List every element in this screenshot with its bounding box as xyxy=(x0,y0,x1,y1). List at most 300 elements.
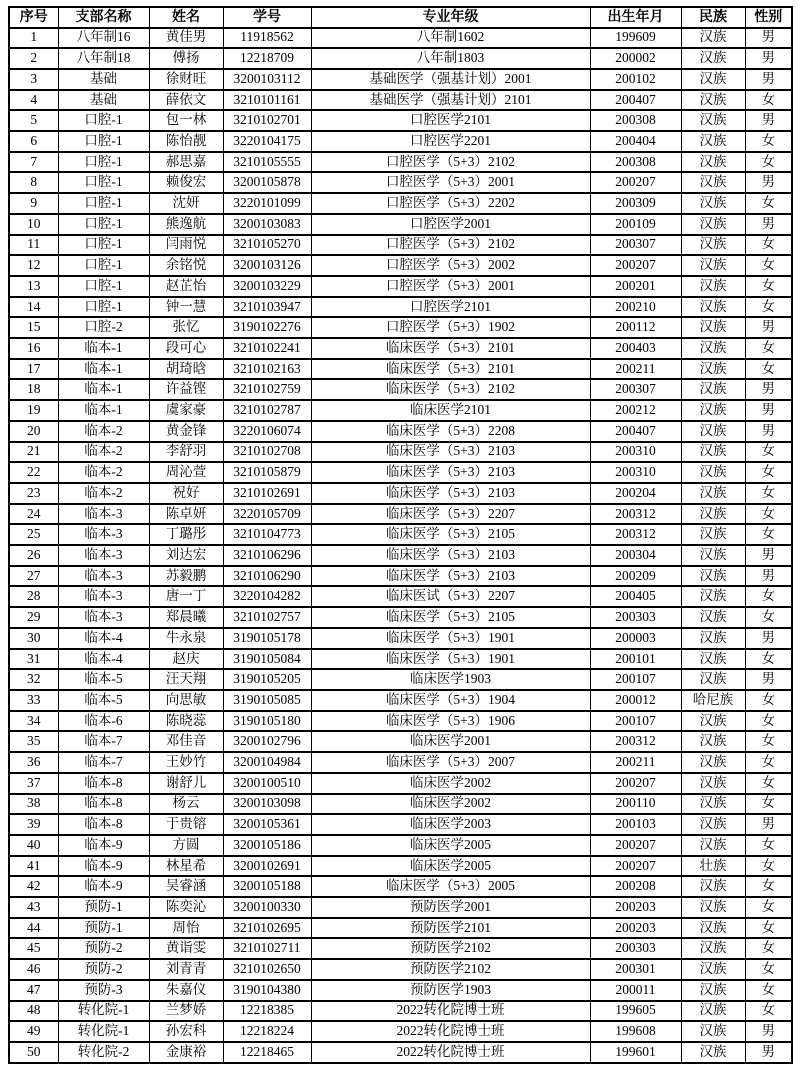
cell-index: 39 xyxy=(9,814,58,835)
cell-major-grade: 2022转化院博士班 xyxy=(311,1042,590,1063)
cell-birth-date: 200002 xyxy=(590,48,681,69)
cell-ethnicity: 汉族 xyxy=(681,711,745,732)
cell-index: 24 xyxy=(9,504,58,525)
table-row xyxy=(9,876,792,897)
cell-birth-date: 200208 xyxy=(590,876,681,897)
cell-gender: 女 xyxy=(745,980,792,1001)
cell-ethnicity: 汉族 xyxy=(681,938,745,959)
cell-gender: 女 xyxy=(745,90,792,111)
table-row xyxy=(9,400,792,421)
cell-ethnicity: 汉族 xyxy=(681,483,745,504)
cell-student-id: 3200105361 xyxy=(223,814,311,835)
cell-student-id: 3200104984 xyxy=(223,752,311,773)
cell-index: 20 xyxy=(9,421,58,442)
cell-name: 于贵镕 xyxy=(149,814,223,835)
cell-student-id: 3200103098 xyxy=(223,794,311,815)
table-row xyxy=(9,90,792,111)
cell-name: 兰梦娇 xyxy=(149,1001,223,1022)
cell-index: 30 xyxy=(9,628,58,649)
cell-major-grade: 临床医学（5+3）2102 xyxy=(311,379,590,400)
cell-birth-date: 200304 xyxy=(590,545,681,566)
cell-major-grade: 临床医学（5+3）2005 xyxy=(311,876,590,897)
cell-ethnicity: 汉族 xyxy=(681,400,745,421)
table-row xyxy=(9,669,792,690)
cell-major-grade: 基础医学（强基计划）2101 xyxy=(311,90,590,111)
cell-index: 15 xyxy=(9,317,58,338)
cell-gender: 女 xyxy=(745,856,792,877)
cell-ethnicity: 汉族 xyxy=(681,379,745,400)
cell-gender: 男 xyxy=(745,1021,792,1042)
cell-ethnicity: 汉族 xyxy=(681,876,745,897)
cell-index: 9 xyxy=(9,193,58,214)
cell-student-id: 3210105270 xyxy=(223,235,311,256)
cell-name: 周沁萱 xyxy=(149,462,223,483)
cell-name: 郝思嘉 xyxy=(149,152,223,173)
cell-branch: 口腔-1 xyxy=(58,172,149,193)
cell-birth-date: 200211 xyxy=(590,359,681,380)
table-row xyxy=(9,649,792,670)
cell-branch: 临本-2 xyxy=(58,442,149,463)
cell-birth-date: 200307 xyxy=(590,235,681,256)
cell-major-grade: 临床医学（5+3）2103 xyxy=(311,566,590,587)
cell-student-id: 3200105186 xyxy=(223,835,311,856)
cell-index: 7 xyxy=(9,152,58,173)
cell-student-id: 3200105878 xyxy=(223,172,311,193)
cell-branch: 临本-9 xyxy=(58,856,149,877)
table-row xyxy=(9,504,792,525)
cell-ethnicity: 汉族 xyxy=(681,669,745,690)
table-row xyxy=(9,131,792,152)
cell-ethnicity: 汉族 xyxy=(681,649,745,670)
cell-branch: 临本-3 xyxy=(58,504,149,525)
cell-student-id: 3210102708 xyxy=(223,442,311,463)
cell-name: 方圆 xyxy=(149,835,223,856)
cell-ethnicity: 汉族 xyxy=(681,28,745,49)
cell-gender: 女 xyxy=(745,752,792,773)
cell-gender: 女 xyxy=(745,711,792,732)
cell-index: 23 xyxy=(9,483,58,504)
cell-gender: 男 xyxy=(745,814,792,835)
cell-major-grade: 口腔医学（5+3）1902 xyxy=(311,317,590,338)
cell-student-id: 12218465 xyxy=(223,1042,311,1063)
cell-branch: 口腔-1 xyxy=(58,255,149,276)
cell-name: 余铭悦 xyxy=(149,255,223,276)
table-row xyxy=(9,711,792,732)
cell-branch: 临本-3 xyxy=(58,607,149,628)
cell-gender: 男 xyxy=(745,48,792,69)
table-row xyxy=(9,276,792,297)
cell-branch: 口腔-2 xyxy=(58,317,149,338)
header-index: 序号 xyxy=(9,7,58,28)
cell-gender: 女 xyxy=(745,731,792,752)
table-row xyxy=(9,69,792,90)
table-row xyxy=(9,690,792,711)
cell-gender: 女 xyxy=(745,524,792,545)
cell-birth-date: 200407 xyxy=(590,90,681,111)
cell-birth-date: 200207 xyxy=(590,773,681,794)
cell-name: 朱嘉仪 xyxy=(149,980,223,1001)
cell-branch: 临本-9 xyxy=(58,876,149,897)
cell-branch: 临本-2 xyxy=(58,483,149,504)
cell-gender: 男 xyxy=(745,628,792,649)
cell-birth-date: 199608 xyxy=(590,1021,681,1042)
cell-gender: 女 xyxy=(745,504,792,525)
cell-student-id: 12218709 xyxy=(223,48,311,69)
cell-branch: 转化院-2 xyxy=(58,1042,149,1063)
cell-birth-date: 200109 xyxy=(590,214,681,235)
cell-birth-date: 200209 xyxy=(590,566,681,587)
cell-student-id: 3220101099 xyxy=(223,193,311,214)
table-row xyxy=(9,607,792,628)
cell-index: 35 xyxy=(9,731,58,752)
cell-student-id: 3200103229 xyxy=(223,276,311,297)
cell-birth-date: 200204 xyxy=(590,483,681,504)
cell-student-id: 3200105188 xyxy=(223,876,311,897)
cell-student-id: 3190102276 xyxy=(223,317,311,338)
cell-index: 42 xyxy=(9,876,58,897)
cell-name: 金康裕 xyxy=(149,1042,223,1063)
cell-student-id: 3190104380 xyxy=(223,980,311,1001)
cell-branch: 基础 xyxy=(58,90,149,111)
cell-index: 47 xyxy=(9,980,58,1001)
cell-major-grade: 预防医学2101 xyxy=(311,918,590,939)
table-row xyxy=(9,442,792,463)
cell-gender: 女 xyxy=(745,255,792,276)
cell-branch: 临本-3 xyxy=(58,545,149,566)
cell-birth-date: 200312 xyxy=(590,731,681,752)
cell-major-grade: 口腔医学2101 xyxy=(311,297,590,318)
cell-major-grade: 八年制1803 xyxy=(311,48,590,69)
cell-major-grade: 临床医学2002 xyxy=(311,773,590,794)
cell-branch: 临本-8 xyxy=(58,814,149,835)
cell-name: 赖俊宏 xyxy=(149,172,223,193)
cell-ethnicity: 汉族 xyxy=(681,835,745,856)
cell-major-grade: 临床医学（5+3）1901 xyxy=(311,628,590,649)
cell-birth-date: 200312 xyxy=(590,524,681,545)
cell-ethnicity: 汉族 xyxy=(681,1021,745,1042)
cell-major-grade: 口腔医学2101 xyxy=(311,110,590,131)
cell-student-id: 12218224 xyxy=(223,1021,311,1042)
cell-name: 包一林 xyxy=(149,110,223,131)
cell-index: 11 xyxy=(9,235,58,256)
cell-branch: 临本-1 xyxy=(58,379,149,400)
cell-ethnicity: 汉族 xyxy=(681,90,745,111)
cell-student-id: 3210105555 xyxy=(223,152,311,173)
cell-name: 段可心 xyxy=(149,338,223,359)
cell-major-grade: 八年制1602 xyxy=(311,28,590,49)
cell-student-id: 3190105205 xyxy=(223,669,311,690)
cell-major-grade: 临床医学2002 xyxy=(311,794,590,815)
cell-ethnicity: 汉族 xyxy=(681,442,745,463)
cell-gender: 男 xyxy=(745,69,792,90)
cell-index: 48 xyxy=(9,1001,58,1022)
table-row xyxy=(9,1021,792,1042)
cell-birth-date: 200407 xyxy=(590,421,681,442)
cell-gender: 女 xyxy=(745,462,792,483)
cell-branch: 转化院-1 xyxy=(58,1001,149,1022)
cell-name: 杨云 xyxy=(149,794,223,815)
cell-index: 8 xyxy=(9,172,58,193)
cell-major-grade: 2022转化院博士班 xyxy=(311,1001,590,1022)
cell-name: 苏毅鹏 xyxy=(149,566,223,587)
cell-index: 41 xyxy=(9,856,58,877)
cell-major-grade: 预防医学2001 xyxy=(311,897,590,918)
table-row xyxy=(9,545,792,566)
table-row xyxy=(9,379,792,400)
cell-name: 刘青青 xyxy=(149,959,223,980)
cell-name: 孙宏科 xyxy=(149,1021,223,1042)
cell-ethnicity: 汉族 xyxy=(681,918,745,939)
cell-birth-date: 200012 xyxy=(590,690,681,711)
cell-index: 17 xyxy=(9,359,58,380)
cell-gender: 女 xyxy=(745,649,792,670)
cell-gender: 女 xyxy=(745,235,792,256)
cell-student-id: 3190105085 xyxy=(223,690,311,711)
cell-birth-date: 200207 xyxy=(590,835,681,856)
cell-major-grade: 口腔医学（5+3）2102 xyxy=(311,152,590,173)
cell-gender: 女 xyxy=(745,442,792,463)
cell-major-grade: 临床医学（5+3）2103 xyxy=(311,442,590,463)
cell-branch: 临本-3 xyxy=(58,586,149,607)
cell-branch: 口腔-1 xyxy=(58,235,149,256)
cell-ethnicity: 汉族 xyxy=(681,359,745,380)
cell-ethnicity: 汉族 xyxy=(681,235,745,256)
header-branch: 支部名称 xyxy=(58,7,149,28)
cell-gender: 男 xyxy=(745,400,792,421)
cell-branch: 临本-2 xyxy=(58,462,149,483)
cell-name: 李舒羽 xyxy=(149,442,223,463)
cell-branch: 临本-1 xyxy=(58,359,149,380)
cell-ethnicity: 汉族 xyxy=(681,524,745,545)
cell-branch: 临本-4 xyxy=(58,628,149,649)
table-row xyxy=(9,1001,792,1022)
cell-branch: 预防-2 xyxy=(58,938,149,959)
cell-major-grade: 临床医学（5+3）2103 xyxy=(311,462,590,483)
cell-birth-date: 200303 xyxy=(590,938,681,959)
cell-ethnicity: 汉族 xyxy=(681,1042,745,1063)
cell-ethnicity: 汉族 xyxy=(681,131,745,152)
cell-student-id: 3210103947 xyxy=(223,297,311,318)
table-row xyxy=(9,48,792,69)
cell-branch: 口腔-1 xyxy=(58,110,149,131)
cell-branch: 口腔-1 xyxy=(58,276,149,297)
cell-branch: 临本-9 xyxy=(58,835,149,856)
table-row xyxy=(9,255,792,276)
table-row xyxy=(9,214,792,235)
cell-name: 陈卓妍 xyxy=(149,504,223,525)
cell-index: 31 xyxy=(9,649,58,670)
cell-name: 郑晨曦 xyxy=(149,607,223,628)
table-row xyxy=(9,359,792,380)
cell-major-grade: 临床医学2001 xyxy=(311,731,590,752)
cell-student-id: 3200103126 xyxy=(223,255,311,276)
cell-student-id: 3190105178 xyxy=(223,628,311,649)
cell-name: 傅扬 xyxy=(149,48,223,69)
cell-gender: 女 xyxy=(745,297,792,318)
cell-branch: 临本-1 xyxy=(58,400,149,421)
cell-ethnicity: 汉族 xyxy=(681,193,745,214)
cell-index: 25 xyxy=(9,524,58,545)
cell-major-grade: 预防医学1903 xyxy=(311,980,590,1001)
cell-gender: 男 xyxy=(745,421,792,442)
cell-name: 胡琦晗 xyxy=(149,359,223,380)
cell-major-grade: 临床医学（5+3）2103 xyxy=(311,483,590,504)
cell-student-id: 11918562 xyxy=(223,28,311,49)
table-row xyxy=(9,773,792,794)
cell-birth-date: 200301 xyxy=(590,959,681,980)
cell-branch: 临本-4 xyxy=(58,649,149,670)
cell-major-grade: 临床医学（5+3）2105 xyxy=(311,607,590,628)
cell-birth-date: 200011 xyxy=(590,980,681,1001)
cell-name: 闫雨悦 xyxy=(149,235,223,256)
cell-name: 周怡 xyxy=(149,918,223,939)
cell-name: 谢舒儿 xyxy=(149,773,223,794)
header-ethnicity: 民族 xyxy=(681,7,745,28)
cell-student-id: 3220104175 xyxy=(223,131,311,152)
cell-name: 陈晓蕊 xyxy=(149,711,223,732)
cell-ethnicity: 汉族 xyxy=(681,752,745,773)
cell-index: 44 xyxy=(9,918,58,939)
cell-student-id: 3200100330 xyxy=(223,897,311,918)
cell-birth-date: 200107 xyxy=(590,669,681,690)
cell-major-grade: 口腔医学（5+3）2001 xyxy=(311,276,590,297)
cell-birth-date: 200207 xyxy=(590,255,681,276)
cell-index: 4 xyxy=(9,90,58,111)
header-major: 专业年级 xyxy=(311,7,590,28)
cell-name: 林星希 xyxy=(149,856,223,877)
cell-birth-date: 200103 xyxy=(590,814,681,835)
cell-branch: 临本-3 xyxy=(58,566,149,587)
cell-student-id: 3220104282 xyxy=(223,586,311,607)
cell-gender: 男 xyxy=(745,214,792,235)
cell-name: 牛永泉 xyxy=(149,628,223,649)
cell-birth-date: 200210 xyxy=(590,297,681,318)
cell-ethnicity: 汉族 xyxy=(681,69,745,90)
cell-branch: 口腔-1 xyxy=(58,214,149,235)
cell-branch: 预防-1 xyxy=(58,918,149,939)
cell-index: 6 xyxy=(9,131,58,152)
cell-name: 黄金锋 xyxy=(149,421,223,442)
cell-branch: 口腔-1 xyxy=(58,193,149,214)
cell-birth-date: 200303 xyxy=(590,607,681,628)
cell-ethnicity: 哈尼族 xyxy=(681,690,745,711)
cell-birth-date: 200307 xyxy=(590,379,681,400)
cell-major-grade: 临床医学2003 xyxy=(311,814,590,835)
cell-student-id: 3210102759 xyxy=(223,379,311,400)
table-row xyxy=(9,483,792,504)
cell-gender: 女 xyxy=(745,690,792,711)
cell-name: 钟一慧 xyxy=(149,297,223,318)
cell-branch: 转化院-1 xyxy=(58,1021,149,1042)
cell-major-grade: 临床医学（5+3）2101 xyxy=(311,338,590,359)
cell-gender: 女 xyxy=(745,897,792,918)
cell-name: 张忆 xyxy=(149,317,223,338)
cell-name: 陈奕沁 xyxy=(149,897,223,918)
table-row xyxy=(9,338,792,359)
cell-gender: 女 xyxy=(745,959,792,980)
cell-student-id: 3200102691 xyxy=(223,856,311,877)
cell-birth-date: 200404 xyxy=(590,131,681,152)
cell-gender: 女 xyxy=(745,276,792,297)
cell-ethnicity: 壮族 xyxy=(681,856,745,877)
cell-name: 唐一丁 xyxy=(149,586,223,607)
cell-branch: 临本-5 xyxy=(58,669,149,690)
cell-major-grade: 临床医学（5+3）1901 xyxy=(311,649,590,670)
table-row xyxy=(9,1042,792,1063)
cell-ethnicity: 汉族 xyxy=(681,48,745,69)
table-row xyxy=(9,794,792,815)
cell-index: 19 xyxy=(9,400,58,421)
table-row xyxy=(9,856,792,877)
cell-ethnicity: 汉族 xyxy=(681,338,745,359)
cell-index: 27 xyxy=(9,566,58,587)
table-row xyxy=(9,193,792,214)
cell-student-id: 3210106296 xyxy=(223,545,311,566)
header-birth: 出生年月 xyxy=(590,7,681,28)
cell-student-id: 3200103112 xyxy=(223,69,311,90)
cell-birth-date: 200207 xyxy=(590,856,681,877)
cell-major-grade: 口腔医学2001 xyxy=(311,214,590,235)
cell-gender: 女 xyxy=(745,193,792,214)
cell-index: 22 xyxy=(9,462,58,483)
cell-index: 40 xyxy=(9,835,58,856)
cell-index: 28 xyxy=(9,586,58,607)
table-row xyxy=(9,980,792,1001)
cell-ethnicity: 汉族 xyxy=(681,152,745,173)
cell-gender: 女 xyxy=(745,876,792,897)
cell-ethnicity: 汉族 xyxy=(681,172,745,193)
cell-ethnicity: 汉族 xyxy=(681,731,745,752)
table-row xyxy=(9,959,792,980)
cell-birth-date: 200405 xyxy=(590,586,681,607)
cell-major-grade: 临床医学1903 xyxy=(311,669,590,690)
cell-gender: 女 xyxy=(745,586,792,607)
table-body xyxy=(9,28,792,1064)
cell-student-id: 3210102695 xyxy=(223,918,311,939)
cell-birth-date: 200110 xyxy=(590,794,681,815)
cell-student-id: 3190105084 xyxy=(223,649,311,670)
cell-major-grade: 临床医学2101 xyxy=(311,400,590,421)
table-row xyxy=(9,835,792,856)
cell-index: 37 xyxy=(9,773,58,794)
cell-ethnicity: 汉族 xyxy=(681,773,745,794)
cell-name: 熊逸航 xyxy=(149,214,223,235)
header-student-id: 学号 xyxy=(223,7,311,28)
cell-birth-date: 200003 xyxy=(590,628,681,649)
cell-index: 36 xyxy=(9,752,58,773)
cell-name: 丁璐彤 xyxy=(149,524,223,545)
cell-major-grade: 临床医学2005 xyxy=(311,856,590,877)
cell-gender: 女 xyxy=(745,607,792,628)
cell-student-id: 3210102711 xyxy=(223,938,311,959)
cell-student-id: 3210101161 xyxy=(223,90,311,111)
cell-birth-date: 200101 xyxy=(590,649,681,670)
cell-major-grade: 口腔医学（5+3）2202 xyxy=(311,193,590,214)
cell-birth-date: 199609 xyxy=(590,28,681,49)
cell-ethnicity: 汉族 xyxy=(681,586,745,607)
cell-name: 赵庆 xyxy=(149,649,223,670)
cell-branch: 临本-8 xyxy=(58,773,149,794)
cell-index: 38 xyxy=(9,794,58,815)
cell-gender: 女 xyxy=(745,794,792,815)
table-row xyxy=(9,152,792,173)
cell-birth-date: 200212 xyxy=(590,400,681,421)
cell-birth-date: 200308 xyxy=(590,110,681,131)
table-row xyxy=(9,586,792,607)
cell-major-grade: 口腔医学（5+3）2102 xyxy=(311,235,590,256)
cell-gender: 女 xyxy=(745,918,792,939)
cell-index: 2 xyxy=(9,48,58,69)
